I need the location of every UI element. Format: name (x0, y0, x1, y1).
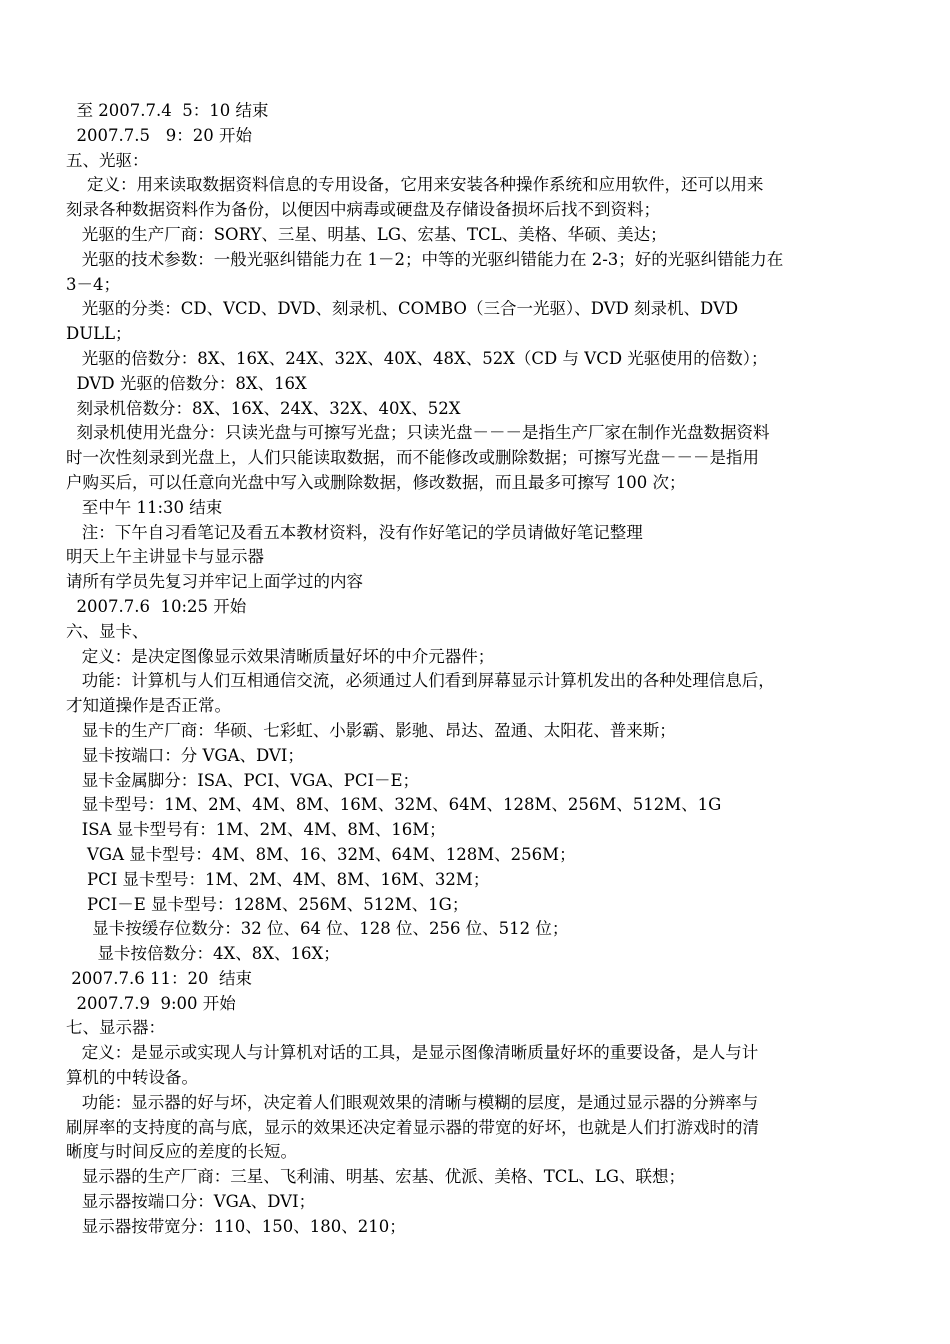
section-heading: 五、光驱： (66, 150, 149, 170)
text-line: 显卡型号：1M、2M、4M、8M、16M、32M、64M、128M、256M、512M、1G (66, 795, 722, 815)
text-line: 请所有学员先复习并牢记上面学过的内容 (66, 572, 363, 592)
text-line: 刻录机倍数分：8X、16X、24X、32X、40X、52X (66, 398, 461, 418)
text-line: 定义：是决定图像显示效果清晰质量好坏的中介元器件； (66, 646, 495, 666)
text-line: 3－4； (66, 274, 120, 294)
text-line: 光驱的生产厂商：SORY、三星、明基、LG、宏基、TCL、美格、华硕、美达； (66, 224, 667, 244)
text-line: 光驱的技术参数：一般光驱纠错能力在 1－2；中等的光驱纠错能力在 2-3；好的光驱纠错能力在 (66, 249, 784, 269)
text-line: 显示器按端口分：VGA、DVI； (66, 1192, 316, 1212)
text-line: PCI－E 显卡型号：128M、256M、512M、1G； (66, 894, 469, 914)
text-line: 显卡的生产厂商：华硕、七彩虹、小影霸、影驰、昂达、盈通、太阳花、普来斯； (66, 720, 676, 740)
text-line: 晰度与时间反应的差度的长短。 (66, 1142, 297, 1162)
text-line: 2007.7.6 11：20 结束 (66, 968, 252, 988)
text-line: DULL； (66, 324, 132, 344)
text-line: 2007.7.5 9：20 开始 (66, 125, 252, 145)
text-line: 注：下午自习看笔记及看五本教材资料，没有作好笔记的学员请做好笔记整理 (66, 522, 643, 542)
text-line: 至 2007.7.4 5：10 结束 (66, 101, 269, 120)
text-line: 刷屏率的支持度的高与底，显示的效果还决定着显示器的带宽的好坏，也就是人们打游戏时的清 (66, 1117, 759, 1137)
text-line: 明天上午主讲显卡与显示器 (66, 547, 264, 567)
text-line: 2007.7.6 10:25 开始 (66, 596, 247, 616)
text-line: 光驱的分类：CD、VCD、DVD、刻录机、COMBO（三合一光驱）、DVD 刻录机、DVD (66, 299, 739, 319)
text-line: 2007.7.9 9:00 开始 (66, 993, 236, 1013)
text-line: 户购买后，可以任意向光盘中写入或删除数据，修改数据，而且最多可擦写 100 次； (66, 472, 686, 492)
text-line: 显示器按带宽分：110、150、180、210； (66, 1216, 406, 1236)
text-line: 显卡金属脚分：ISA、PCI、VGA、PCI－E； (66, 770, 420, 790)
section-heading: 六、显卡、 (66, 621, 149, 641)
section-heading: 七、显示器： (66, 1018, 165, 1038)
text-line: 定义：是显示或实现人与计算机对话的工具，是显示图像清晰质量好坏的重要设备，是人与计 (66, 1043, 759, 1063)
text-line: 定义：用来读取数据资料信息的专用设备，它用来安装各种操作系统和应用软件，还可以用来 (66, 175, 764, 195)
text-line: ISA 显卡型号有：1M、2M、4M、8M、16M； (66, 820, 446, 840)
text-line: PCI 显卡型号：1M、2M、4M、8M、16M、32M； (66, 869, 490, 889)
text-line: 刻录机使用光盘分：只读光盘与可擦写光盘；只读光盘－－－是指生产厂家在制作光盘数据资料 (66, 423, 770, 443)
text-line: 显卡按缓存位数分：32 位、64 位、128 位、256 位、512 位； (66, 919, 569, 939)
text-line: 功能：计算机与人们互相通信交流，必须通过人们看到屏幕显示计算机发出的各种处理信息后， (66, 671, 775, 691)
document-page (66, 99, 886, 1240)
text-line: 时一次性刻录到光盘上，人们只能读取数据，而不能修改或删除数据；可擦写光盘－－－是指用 (66, 448, 759, 468)
text-line: VGA 显卡型号：4M、8M、16、32M、64M、128M、256M； (66, 844, 576, 864)
text-line: 显卡按端口：分 VGA、DVI； (66, 745, 304, 765)
text-line: 算机的中转设备。 (66, 1068, 198, 1088)
text-line: 显卡按倍数分：4X、8X、16X； (66, 944, 340, 964)
text-line: 刻录各种数据资料作为备份，以便因中病毒或硬盘及存储设备损坏后找不到资料； (66, 200, 660, 220)
text-line: 光驱的倍数分：8X、16X、24X、32X、40X、48X、52X（CD 与 VCD 光驱使用的倍数）； (66, 348, 768, 368)
text-line: DVD 光驱的倍数分：8X、16X (66, 373, 307, 393)
text-line: 显示器的生产厂商：三星、飞利浦、明基、宏基、优派、美格、TCL、LG、联想； (66, 1167, 685, 1187)
text-line: 才知道操作是否正常。 (66, 696, 231, 716)
text-line: 至中午 11:30 结束 (66, 497, 223, 517)
text-line: 功能：显示器的好与坏，决定着人们眼观效果的清晰与模糊的层度，是通过显示器的分辨率与 (66, 1092, 759, 1112)
